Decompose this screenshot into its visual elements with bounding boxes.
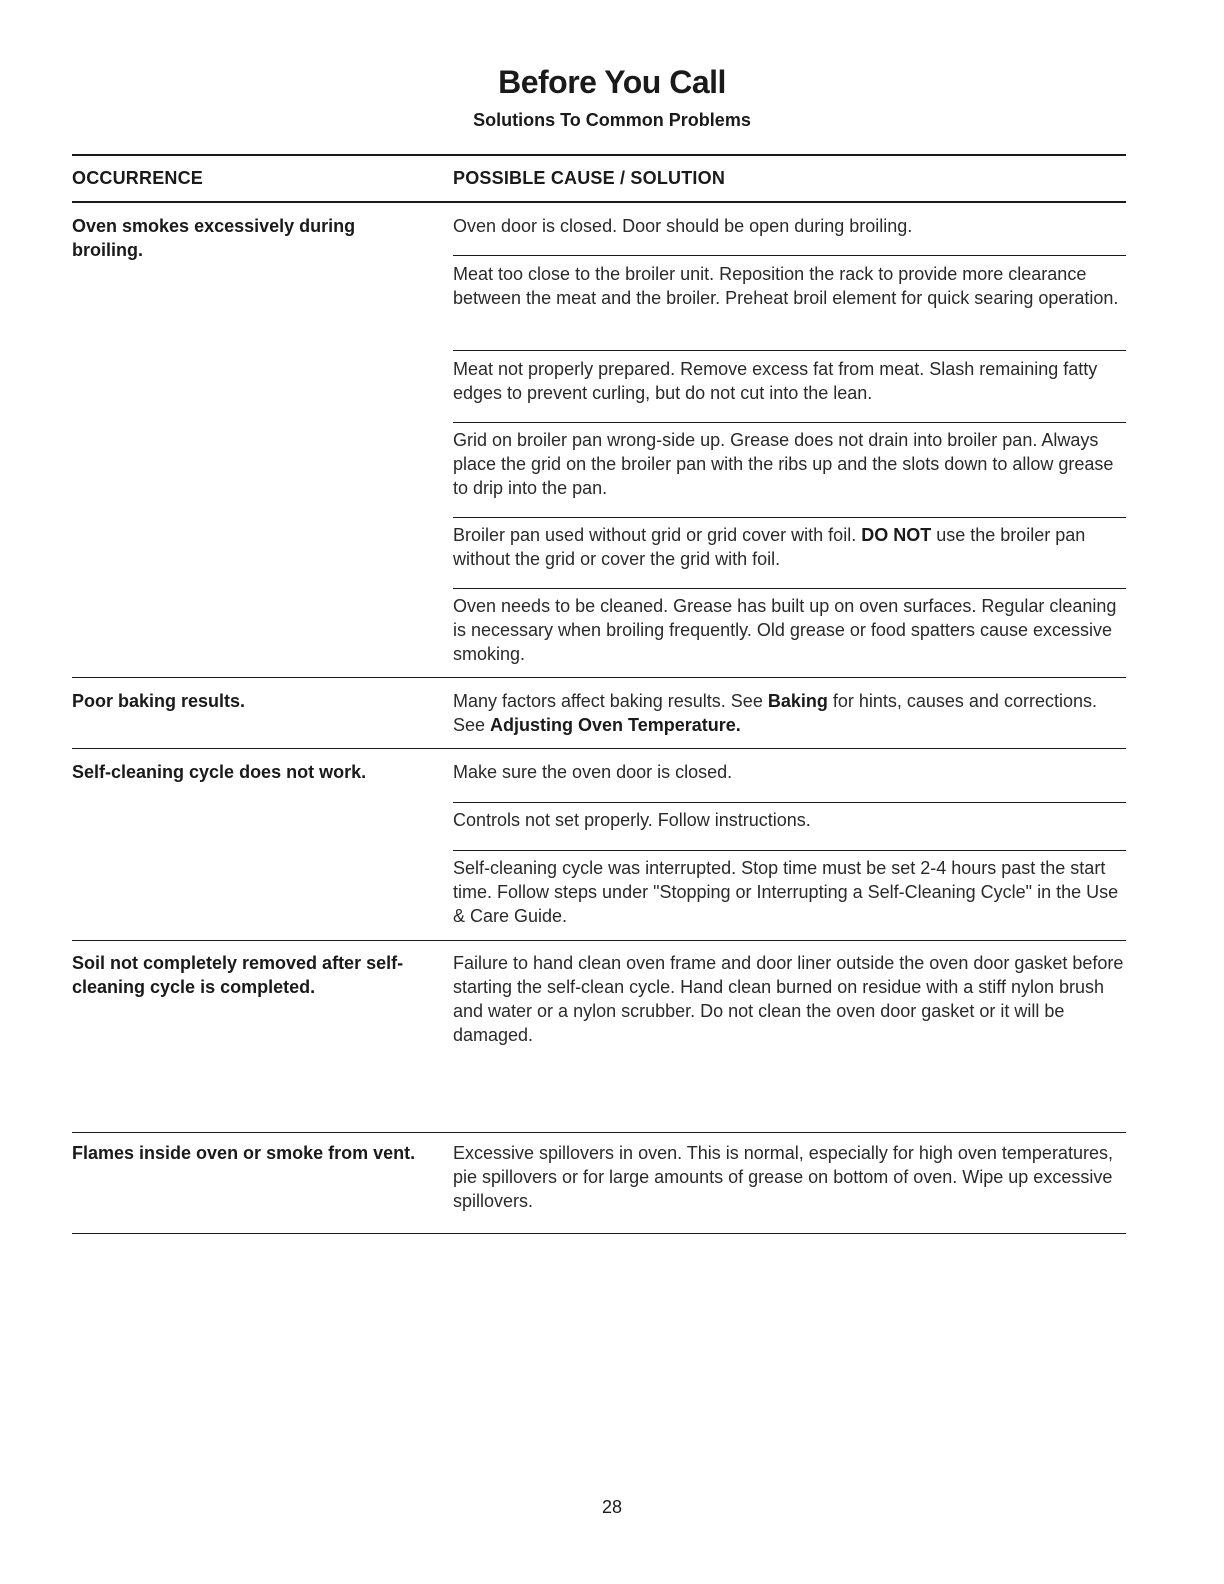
solution-text: Meat not properly prepared. Remove excess fat from meat. Slash remaining fatty edges to prevent curling, but do not cut into the lean. [453,359,1098,403]
solution-text: Meat too close to the broiler unit. Reposition the rack to provide more clearance between the meat and the broiler. Preheat broil element for quick searing operation. [453,264,1119,308]
row-divider [72,1132,1126,1133]
solution-text: Excessive spillovers in oven. This is normal, especially for high oven temperatures, pie spillovers or for large amounts of grease on bottom of oven. Wipe up excessive spillovers. [453,1143,1113,1211]
occurrence-flames-inside: Flames inside oven or smoke from vent. [72,1143,416,1163]
page-number: 28 [601,1497,623,1517]
occurrence-oven-smokes: Oven smokes excessively during broiling. [72,216,356,260]
column-header-solution: POSSIBLE CAUSE / SOLUTION [453,168,726,188]
emphasis-text: Baking [767,691,828,711]
solution-divider [453,850,1126,851]
solution-text: Self-cleaning cycle was interrupted. Stop time must be set 2-4 hours past the start time. Follow steps under "Stopping or Interrupting a Self-Cleaning Cycle" in the Use & Care Guide. [453,858,1119,926]
occurrence-self-cleaning: Self-cleaning cycle does not work. [72,762,367,782]
solution-divider [453,422,1126,423]
solution-text: Grid on broiler pan wrong-side up. Grease does not drain into broiler pan. Always place the grid on the broiler pan with the ribs up and the slots down to allow grease to drip into the pan. [453,430,1114,498]
page-title: Before You Call [498,64,726,100]
column-header-occurrence: OCCURRENCE [72,168,204,188]
solution-text [453,689,1126,737]
solution-text-part: for hints, causes and corrections. See [453,691,1097,735]
table-bottom-rule [72,1233,1126,1234]
row-divider [72,940,1126,941]
solution-text [453,523,1126,571]
solution-text-part: Broiler pan used without grid or grid cover with foil. [453,525,862,545]
solution-divider [453,350,1126,351]
occurrence-soil-not-removed: Soil not completely removed after self-cleaning cycle is completed. [72,953,404,997]
solution-text: Oven door is closed. Door should be open during broiling. [453,216,913,236]
table-top-rule [72,154,1126,156]
solution-text: Controls not set properly. Follow instructions. [453,810,811,830]
solution-text: Make sure the oven door is closed. [453,762,733,782]
solution-text: Failure to hand clean oven frame and door liner outside the oven door gasket before starting the self-clean cycle. Hand clean burned on residue with a stiff nylon brush and water or a nylon scrubber. Do not clean the oven door gasket or it will be damaged. [453,953,1124,1045]
row-divider [72,677,1126,678]
page-subtitle: Solutions To Common Problems [473,110,751,130]
occurrence-poor-baking: Poor baking results. [72,691,246,711]
solution-divider [453,517,1126,518]
solution-text-part: use the broiler pan without the grid or cover the grid with foil. [453,525,1086,569]
emphasis-text: DO NOT [861,525,932,545]
solution-divider [453,588,1126,589]
solution-text-part: Many factors affect baking results. See [453,691,768,711]
solution-divider [453,255,1126,256]
emphasis-text: Adjusting Oven Temperature. [490,715,741,735]
header-bottom-rule [72,201,1126,203]
solution-text: Oven needs to be cleaned. Grease has built up on oven surfaces. Regular cleaning is necessary when broiling frequently. Old grease or food spatters cause excessive smoking. [453,596,1117,664]
row-divider [72,748,1126,749]
solution-divider [453,802,1126,803]
